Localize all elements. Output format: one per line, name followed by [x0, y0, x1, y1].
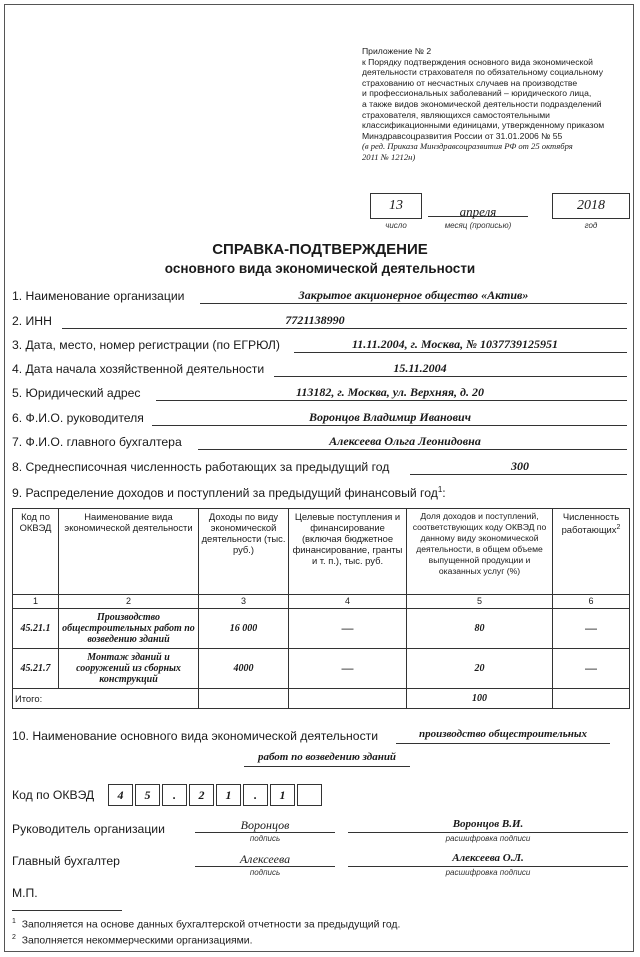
table-header-row: [13, 509, 630, 595]
field-label-inn: 2. ИНН: [12, 314, 52, 328]
field-value-main-activity-2[interactable]: работ по возведению зданий: [257, 751, 397, 763]
appendix-line: к Порядку подтверждения основного вида экономической: [362, 56, 593, 67]
field-label-distribution: [12, 485, 446, 500]
okved-digit[interactable]: 4: [108, 784, 133, 806]
field-value-chief-accountant[interactable]: Алексеева Ольга Леонидовна: [329, 434, 481, 448]
field-line: [62, 328, 627, 329]
appendix-line: классификационными единицами, утвержденному приказом: [362, 120, 605, 131]
table-total-row: [13, 689, 630, 709]
field-value-inn[interactable]: 7721138990: [285, 313, 345, 327]
cell-income[interactable]: 16 000: [199, 609, 289, 649]
footnote-ref: 1: [437, 485, 443, 494]
field-line: [200, 303, 627, 304]
field-label-distribution-text: 9. Распределение доходов и поступлений за предыдущий финансовый год: [12, 486, 438, 501]
cell-activity-name[interactable]: Монтаж зданий и сооружений из сборных конструкций: [59, 649, 199, 689]
document-subtitle: основного вида экономической деятельности: [164, 261, 476, 276]
appendix-header: [362, 46, 632, 163]
field-line: [396, 743, 610, 744]
accountant-label: Главный бухгалтер: [12, 854, 120, 868]
appendix-line: а также видов экономической деятельности подразделений: [362, 98, 602, 109]
footnote-text: Заполняется некоммерческими организациями.: [21, 935, 253, 947]
name-caption: расшифровка подписи: [445, 834, 531, 843]
signature-caption: подпись: [249, 868, 281, 877]
date-day-caption: число: [385, 221, 407, 230]
head-name[interactable]: Воронцов В.И.: [452, 818, 524, 830]
field-value-main-activity-1[interactable]: производство общестроительных: [419, 728, 587, 740]
field-line: [274, 376, 627, 377]
field-label-main-activity: 10. Наименование основного вида экономической деятельности: [12, 729, 379, 743]
appendix-line: страхованию от несчастных случаев на производстве: [362, 77, 578, 88]
field-value-start-date[interactable]: 15.11.2004: [393, 361, 447, 375]
accountant-name[interactable]: Алексеева О.Л.: [452, 852, 524, 864]
table-header: Код по ОКВЭД: [13, 509, 59, 595]
column-number: 2: [59, 595, 199, 609]
accountant-signature[interactable]: Алексеева: [239, 852, 291, 866]
column-number: 4: [289, 595, 407, 609]
date-day-box[interactable]: [370, 193, 422, 219]
appendix-line: деятельности страхователя по обязательному социальному: [362, 67, 603, 78]
okved-digit[interactable]: 1: [216, 784, 241, 806]
appendix-edition: 2011 № 1212н): [362, 151, 416, 162]
distribution-table: [12, 508, 630, 709]
field-label-start-date: 4. Дата начала хозяйственной деятельности: [12, 362, 265, 376]
footnote-text: Заполняется на основе данных бухгалтерской отчетности за предыдущий год.: [21, 919, 401, 931]
appendix-line: и профессиональных заболеваний – юридического лица,: [362, 88, 592, 99]
field-label-registration: 3. Дата, место, номер регистрации (по ЕГРЮЛ): [12, 338, 280, 352]
cell-staff[interactable]: —: [553, 609, 630, 649]
field-value-address[interactable]: 113182, г. Москва, ул. Верхняя, д. 20: [295, 385, 485, 399]
table-header-staff: [553, 509, 630, 595]
field-line: [244, 766, 410, 767]
signature-line: [195, 866, 335, 867]
date-day: 13: [389, 198, 403, 213]
table-number-row: [13, 595, 630, 609]
head-signature[interactable]: Воронцов: [240, 818, 290, 832]
footnote: [12, 918, 400, 930]
okved-label: Код по ОКВЭД: [12, 788, 95, 802]
field-value-headcount[interactable]: 300: [511, 459, 529, 473]
date-year: 2018: [577, 198, 605, 213]
footnote-ref: 2: [616, 524, 621, 531]
footnote-number: 1: [12, 918, 16, 925]
okved-digit[interactable]: 5: [135, 784, 160, 806]
date-year-caption: год: [584, 221, 598, 230]
footnote: [12, 934, 252, 946]
head-label: Руководитель организации: [12, 822, 165, 836]
cell-income[interactable]: 4000: [199, 649, 289, 689]
name-caption: расшифровка подписи: [445, 868, 531, 877]
column-number: 3: [199, 595, 289, 609]
field-value-registration[interactable]: 11.11.2004, г. Москва, № 1037739125951: [351, 337, 559, 351]
signature-line: [195, 832, 335, 833]
field-label-address: 5. Юридический адрес: [12, 386, 141, 400]
field-label-org: 1. Наименование организации: [12, 289, 185, 303]
field-line: [410, 474, 627, 475]
cell-code[interactable]: 45.21.7: [13, 649, 59, 689]
cell-staff[interactable]: —: [553, 649, 630, 689]
field-label-distribution-colon: :: [442, 486, 446, 501]
cell-total-income[interactable]: [199, 689, 289, 709]
date-month[interactable]: апреля: [459, 204, 497, 219]
total-label: Итого:: [13, 689, 199, 709]
document-title: СПРАВКА-ПОДТВЕРЖДЕНИЕ: [212, 241, 428, 258]
cell-total-staff[interactable]: [553, 689, 630, 709]
table-header: Целевые поступления и финансирование (включая бюджетное финансирование, гранты и т. п.), тыс. руб.: [289, 509, 407, 595]
column-number: 5: [407, 595, 553, 609]
appendix-line: Приложение № 2: [362, 46, 432, 56]
table-row: [13, 649, 630, 689]
table-header: Наименование вида экономической деятельности: [59, 509, 199, 595]
cell-target-funding[interactable]: —: [289, 649, 407, 689]
signature-caption: подпись: [249, 834, 281, 843]
field-line: [198, 449, 627, 450]
okved-digit[interactable]: [297, 784, 322, 806]
field-label-headcount: 8. Среднесписочная численность работающих за предыдущий год: [12, 460, 390, 474]
appendix-line: Минздравсоцразвития России от 31.01.2006 № 55: [362, 130, 563, 141]
field-value-director[interactable]: Воронцов Владимир Иванович: [309, 410, 471, 424]
cell-total-target[interactable]: [289, 689, 407, 709]
table-header: Численность работающих: [561, 511, 620, 536]
cell-activity-name[interactable]: Производство общестроительных работ по возведению зданий: [59, 609, 199, 649]
field-line: [156, 400, 627, 401]
appendix-edition: (в ред. Приказа Минздравсоцразвития РФ от 25 октября: [362, 141, 573, 152]
stamp-place: М.П.: [12, 886, 38, 900]
cell-code[interactable]: 45.21.1: [13, 609, 59, 649]
date-year-box[interactable]: [552, 193, 630, 219]
field-value-org[interactable]: Закрытое акционерное общество «Актив»: [298, 288, 529, 302]
field-line: [152, 425, 627, 426]
okved-digit[interactable]: .: [162, 784, 187, 806]
column-number: 6: [553, 595, 630, 609]
appendix-line: страхователя, являющихся самостоятельными: [362, 109, 550, 120]
footnote-separator: [12, 910, 122, 911]
field-line: [294, 352, 627, 353]
field-label-chief-accountant: 7. Ф.И.О. главного бухгалтера: [12, 435, 182, 449]
field-label-director: 6. Ф.И.О. руководителя: [12, 411, 144, 425]
date-month-caption: месяц (прописью): [444, 221, 512, 230]
signature-line: [348, 832, 628, 833]
cell-share[interactable]: 80: [407, 609, 553, 649]
cell-total-share[interactable]: 100: [407, 689, 553, 709]
table-header: Доходы по виду экономической деятельности (тыс. руб.): [199, 509, 289, 595]
cell-share[interactable]: 20: [407, 649, 553, 689]
cell-target-funding[interactable]: —: [289, 609, 407, 649]
footnote-number: 2: [12, 934, 16, 941]
column-number: 1: [13, 595, 59, 609]
okved-digit[interactable]: 1: [270, 784, 295, 806]
table-header: Доля доходов и поступлений, соответствующих коду ОКВЭД по данному виду экономической деятельности, в общем объеме выпущенной продукции и оказанных услуг (%): [407, 509, 553, 595]
table-row: [13, 609, 630, 649]
okved-digit[interactable]: 2: [189, 784, 214, 806]
okved-digit[interactable]: .: [243, 784, 268, 806]
signature-line: [348, 866, 628, 867]
